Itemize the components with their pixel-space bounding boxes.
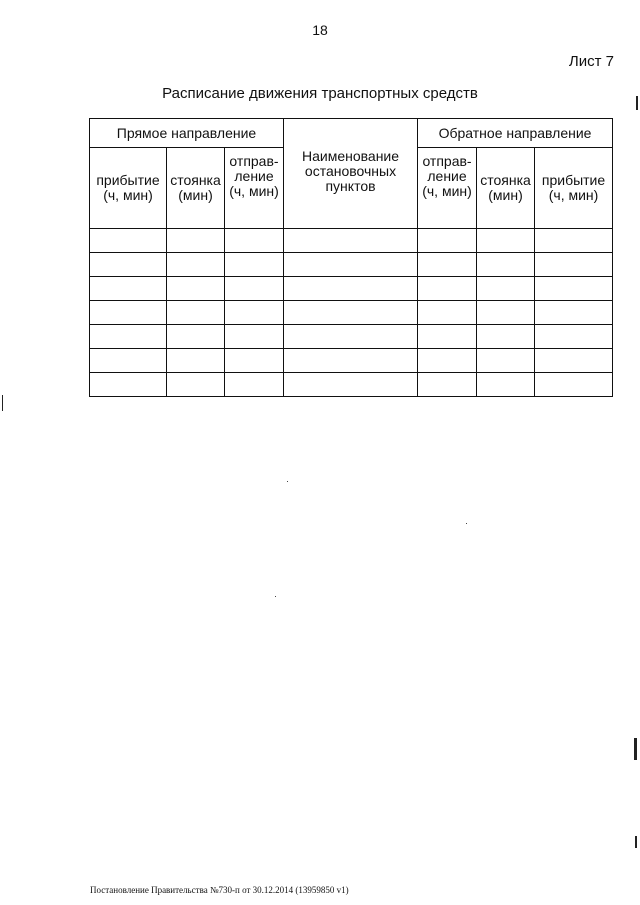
table-cell	[225, 373, 284, 397]
table-cell	[225, 325, 284, 349]
table-cell	[225, 253, 284, 277]
table-cell	[535, 373, 613, 397]
forward-arrival-header: прибытие (ч, мин)	[90, 148, 167, 229]
table-cell	[418, 325, 477, 349]
table-cell	[225, 349, 284, 373]
table-cell	[167, 349, 225, 373]
table-cell	[477, 253, 535, 277]
table-cell	[90, 253, 167, 277]
forward-stop-duration-header: стоянка (мин)	[167, 148, 225, 229]
table-cell	[284, 229, 418, 253]
table-cell	[477, 373, 535, 397]
scan-edge-mark	[634, 738, 637, 760]
table-cell	[477, 229, 535, 253]
reverse-arrival-header: прибытие (ч, мин)	[535, 148, 613, 229]
table-cell	[90, 349, 167, 373]
table-cell	[477, 325, 535, 349]
table-cell	[167, 277, 225, 301]
reverse-direction-header: Обратное направление	[418, 119, 613, 148]
table-cell	[167, 253, 225, 277]
document-title: Расписание движения транспортных средств	[162, 85, 478, 102]
table-cell	[535, 325, 613, 349]
table-cell	[167, 373, 225, 397]
reverse-departure-header: отправ-ление (ч, мин)	[418, 148, 477, 229]
table-cell	[167, 229, 225, 253]
table-cell	[90, 325, 167, 349]
table-cell	[418, 253, 477, 277]
stops-header: Наименование остановочных пунктов	[284, 119, 418, 229]
table-cell	[225, 301, 284, 325]
table-cell	[535, 349, 613, 373]
table-cell	[535, 253, 613, 277]
table-cell	[418, 229, 477, 253]
table-row	[90, 349, 613, 373]
table-cell	[225, 277, 284, 301]
table-cell	[418, 349, 477, 373]
table-cell	[477, 277, 535, 301]
table-cell	[90, 301, 167, 325]
table-row	[90, 301, 613, 325]
table-cell	[167, 325, 225, 349]
scan-edge-mark	[2, 395, 3, 411]
table-cell	[167, 301, 225, 325]
table-cell	[284, 373, 418, 397]
reverse-stop-duration-header: стоянка (мин)	[477, 148, 535, 229]
table-cell	[535, 229, 613, 253]
table-cell	[90, 373, 167, 397]
table-cell	[418, 277, 477, 301]
scan-speck	[466, 523, 467, 524]
scan-edge-mark	[636, 96, 638, 110]
table-row	[90, 373, 613, 397]
forward-departure-header: отправ-ление (ч, мин)	[225, 148, 284, 229]
table-cell	[90, 277, 167, 301]
page-number: 18	[312, 22, 328, 38]
forward-direction-header: Прямое направление	[90, 119, 284, 148]
table-cell	[225, 229, 284, 253]
scan-speck	[275, 596, 276, 597]
table-row	[90, 277, 613, 301]
table-cell	[535, 301, 613, 325]
table-row	[90, 325, 613, 349]
table-cell	[284, 253, 418, 277]
table-cell	[284, 349, 418, 373]
table-cell	[418, 301, 477, 325]
table-row	[90, 253, 613, 277]
table-cell	[90, 229, 167, 253]
table-cell	[477, 349, 535, 373]
table-cell	[535, 277, 613, 301]
table-row	[90, 229, 613, 253]
schedule-body	[90, 229, 613, 397]
table-cell	[284, 325, 418, 349]
schedule-table	[89, 118, 613, 397]
table-cell	[477, 301, 535, 325]
table-cell	[284, 277, 418, 301]
table-cell	[284, 301, 418, 325]
document-footer: Постановление Правительства №730-п от 30.12.2014 (13959850 v1)	[90, 885, 349, 895]
table-cell	[418, 373, 477, 397]
scan-speck	[287, 481, 288, 482]
scan-edge-mark	[635, 836, 637, 848]
sheet-label: Лист 7	[568, 53, 614, 70]
